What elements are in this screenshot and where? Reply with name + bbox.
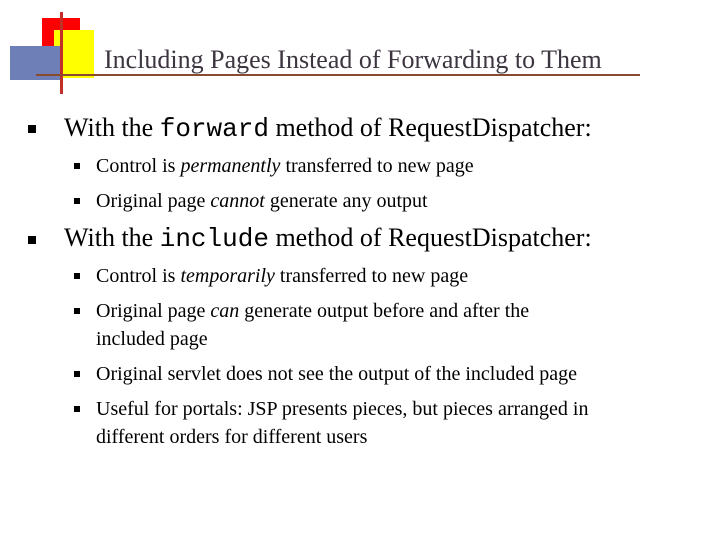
sub-bullet-portals: Useful for portals: JSP presents pieces, but pieces arranged in — [96, 398, 589, 420]
code-include: include — [159, 224, 269, 254]
sub-bullet-marker — [74, 406, 80, 412]
sub-bullet-can-continued: included page — [96, 328, 208, 350]
bullet-include: With the include method of RequestDispatcher: — [64, 223, 592, 254]
sub-bullet-marker — [74, 308, 80, 314]
sub-bullet-servlet: Original servlet does not see the output of the included page — [96, 363, 577, 385]
sub-bullet-marker — [74, 371, 80, 377]
bullet-marker — [28, 125, 36, 133]
sub-bullet-cannot: Original page cannot generate any output — [96, 190, 428, 212]
bullet-marker — [28, 236, 36, 244]
sub-bullet-marker — [74, 273, 80, 279]
sub-bullet-marker — [74, 163, 80, 169]
slide-title: Including Pages Instead of Forwarding to Them — [104, 45, 602, 74]
decor-vertical-line — [60, 12, 63, 94]
bullet-forward: With the forward method of RequestDispatcher: — [64, 113, 592, 144]
code-forward: forward — [159, 114, 269, 144]
sub-bullet-permanent: Control is permanently transferred to new page — [96, 155, 474, 177]
sub-bullet-marker — [74, 198, 80, 204]
sub-bullet-can: Original page can generate output before and after the — [96, 300, 530, 322]
sub-bullet-portals-continued: different orders for different users — [96, 426, 368, 448]
sub-bullet-temporarily: Control is temporarily transferred to new page — [96, 265, 469, 287]
